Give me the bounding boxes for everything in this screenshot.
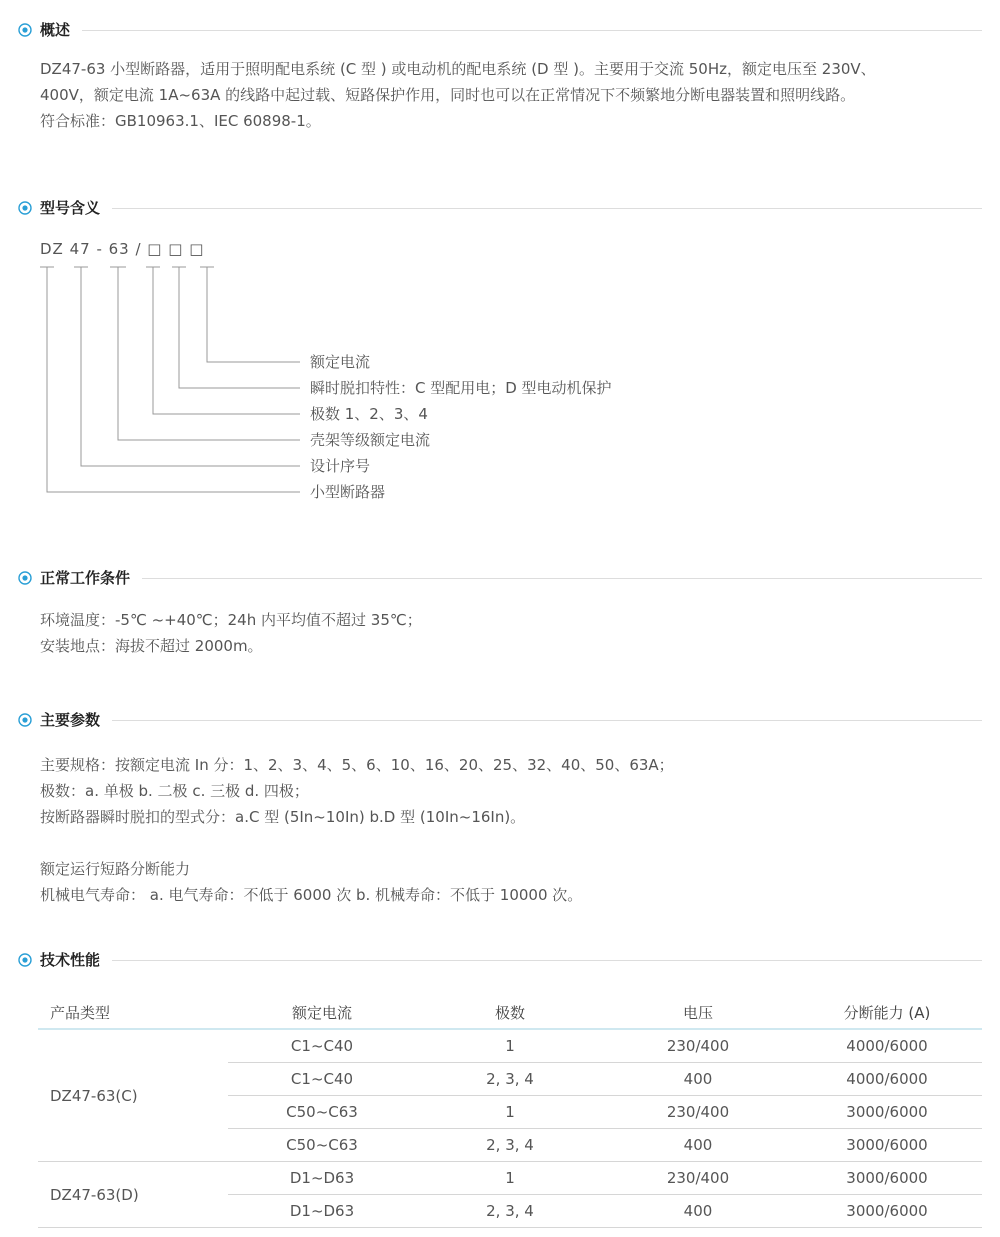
section-divider [40, 720, 982, 721]
params-line: 按断路器瞬时脱扣的型式分：a.C 型 (5In~10In) b.D 型 (10In~16In)。 [40, 808, 526, 826]
params-line: 额定运行短路分断能力 [40, 860, 191, 878]
table-cell: C1~C40 [228, 1063, 416, 1096]
section-conditions-header [18, 568, 982, 592]
params-line: 机械电气寿命： a. 电气寿命：不低于 6000 次 b. 机械寿命：不低于 10000 次。 [40, 886, 583, 904]
model-label: 壳架等级额定电流 [310, 431, 431, 449]
leader-design-serial [81, 267, 300, 466]
model-label: 设计序号 [310, 457, 371, 475]
conditions-text [40, 607, 985, 659]
table-row [38, 1162, 982, 1195]
params-line: 主要规格：按额定电流 In 分：1、2、3、4、5、6、10、16、20、25、32、40、50、63A； [40, 756, 674, 774]
model-code: DZ 47 - 63 / □ □ □ [40, 240, 205, 258]
table-cell: 4000/6000 [792, 1029, 982, 1063]
table-cell: 2, 3, 4 [416, 1129, 604, 1162]
table-cell: C1~C40 [228, 1029, 416, 1063]
section-divider [40, 208, 982, 209]
column-header: 额定电流 [228, 996, 416, 1029]
section-model-header [18, 198, 982, 222]
overview-line: 400V，额定电流 1A~63A 的线路中起过载、短路保护作用，同时也可以在正常情况下不频繁地分断电器装置和照明线路。 [40, 86, 856, 104]
conditions-line: 环境温度：-5℃ ~+40℃；24h 内平均值不超过 35℃； [40, 611, 422, 629]
table-cell: 3000/6000 [792, 1195, 982, 1228]
column-header: 产品类型 [38, 996, 228, 1029]
table-cell: 2, 3, 4 [416, 1195, 604, 1228]
table-cell: 1 [416, 1162, 604, 1195]
params-text [40, 752, 985, 830]
params-text-2 [40, 856, 985, 908]
conditions-line: 安装地点：海拔不超过 2000m。 [40, 637, 263, 655]
table-cell: 230/400 [604, 1029, 792, 1063]
overview-text [40, 56, 985, 134]
overview-line: DZ47-63 小型断路器，适用于照明配电系统 (C 型 ) 或电动机的配电系统 (D 型 )。主要用于交流 50Hz，额定电压至 230V、 [40, 60, 876, 78]
leader-mcb [47, 267, 300, 492]
section-title: 型号含义 [40, 198, 112, 218]
model-diagram-lines [0, 255, 320, 505]
table-cell: 400 [604, 1195, 792, 1228]
table-cell: 1 [416, 1096, 604, 1129]
table-cell: 2, 3, 4 [416, 1063, 604, 1096]
product-type-cell: DZ47-63(D) [38, 1162, 228, 1228]
table-cell: 3000/6000 [792, 1129, 982, 1162]
table-cell: 400 [604, 1129, 792, 1162]
overview-line: 符合标准：GB10963.1、IEC 60898-1。 [40, 112, 321, 130]
table-row [38, 1029, 982, 1063]
target-bullet-icon [18, 713, 32, 727]
table-cell: 400 [604, 1063, 792, 1096]
leader-trip-character [179, 267, 300, 388]
section-performance-header [18, 950, 982, 974]
target-bullet-icon [18, 201, 32, 215]
section-params-header [18, 710, 982, 734]
section-title: 概述 [40, 20, 82, 40]
section-title: 主要参数 [40, 710, 112, 730]
table-cell: D1~D63 [228, 1162, 416, 1195]
table-cell: 230/400 [604, 1162, 792, 1195]
target-bullet-icon [18, 23, 32, 37]
column-header: 电压 [604, 996, 792, 1029]
table-cell: 3000/6000 [792, 1162, 982, 1195]
section-overview-header [18, 20, 982, 44]
performance-table [38, 996, 982, 1228]
product-type-cell: DZ47-63(C) [38, 1029, 228, 1162]
model-label: 瞬时脱扣特性：C 型配用电；D 型电动机保护 [310, 379, 612, 397]
params-line: 极数：a. 单极 b. 二极 c. 三极 d. 四极； [40, 782, 309, 800]
model-label: 额定电流 [310, 353, 371, 371]
table-cell: 230/400 [604, 1096, 792, 1129]
target-bullet-icon [18, 571, 32, 585]
section-divider [40, 578, 982, 579]
target-bullet-icon [18, 953, 32, 967]
table-header-row [38, 996, 982, 1029]
leader-poles [153, 267, 300, 414]
table-cell: C50~C63 [228, 1096, 416, 1129]
section-divider [40, 30, 982, 31]
model-label: 极数 1、2、3、4 [310, 405, 428, 423]
section-title: 技术性能 [40, 950, 112, 970]
section-title: 正常工作条件 [40, 568, 142, 588]
section-divider [40, 960, 982, 961]
column-header: 分断能力 (A) [792, 996, 982, 1029]
table-cell: 3000/6000 [792, 1096, 982, 1129]
table-cell: C50~C63 [228, 1129, 416, 1162]
table-cell: D1~D63 [228, 1195, 416, 1228]
model-label: 小型断路器 [310, 483, 386, 501]
table-cell: 1 [416, 1029, 604, 1063]
table-cell: 4000/6000 [792, 1063, 982, 1096]
leader-rated-current [207, 267, 300, 362]
column-header: 极数 [416, 996, 604, 1029]
